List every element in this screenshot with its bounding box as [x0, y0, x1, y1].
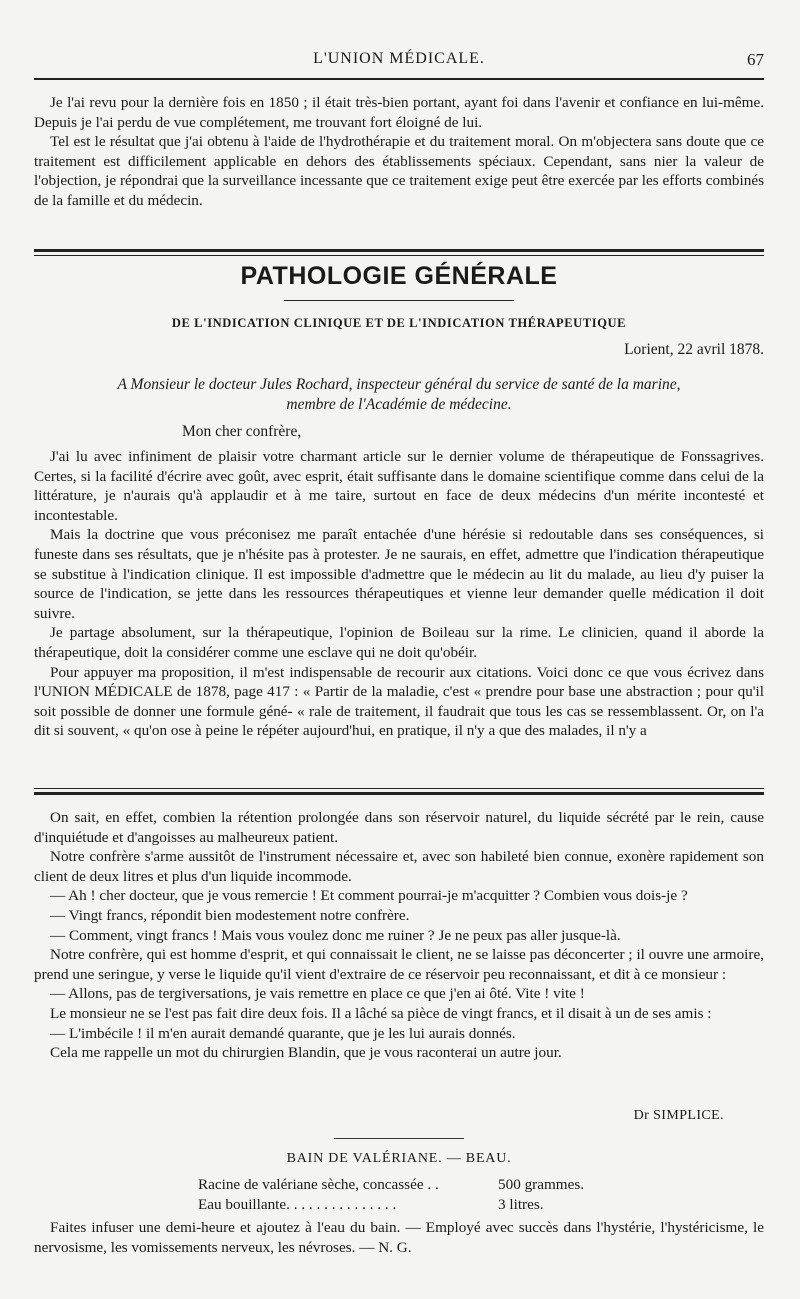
- section-title: PATHOLOGIE GÉNÉRALE: [240, 262, 558, 290]
- separator: [334, 1138, 464, 1139]
- paragraph: Cela me rappelle un mot du chirurgien Blandin, que je vous raconterai un autre jour.: [50, 1044, 562, 1062]
- article-body: [34, 447, 764, 741]
- paragraph: J'ai lu avec infiniment de plaisir votre charmant article sur le dernier volume de thérapeutique de Fonssagrives. Certes, si la facilité d'écrire avec goût, avec esprit, était suffisante dans le domaine scientifique comme dans celui de la littérature, je n'aurais qu'à applaudir et à me taire, surtout en face de deux médecins d'un mérite incontesté et incontestable.: [34, 448, 764, 524]
- paragraph: Pour appuyer ma proposition, il m'est indispensable de recourir aux citations. Voici donc ce que vous écrivez dans l'UNION MÉDICALE de 1878, page 417 : « Partir de la maladie, c'est « prendre pour base une abstraction ; pour qu'il soit possible de donner une formule géné- « rale de traitement, il faudrait que tous les cas se ressemblassent. Or, on l'a dit si souvent, « qu'on ose à peine le répéter aujourd'hui, en pratique, il n'y a que des malades, il n'y a: [34, 663, 764, 740]
- feuilleton-rule-thick: [34, 792, 764, 795]
- signature: Dr SIMPLICE.: [633, 1108, 724, 1123]
- feuilleton-text: [34, 808, 764, 1063]
- recipe-title: BAIN DE VALÉRIANE. — BEAU.: [286, 1151, 512, 1166]
- feuilleton-rule: [34, 788, 764, 789]
- salutation: Mon cher confrère,: [182, 423, 302, 440]
- recipe-ingredient: Eau bouillante. . . . . . . . . . . . . . .: [198, 1196, 397, 1213]
- paragraph: — Comment, vingt francs ! Mais vous voulez donc me ruiner ? Je ne peux pas aller jusque-là.: [50, 926, 621, 944]
- journal-title: L'UNION MÉDICALE.: [313, 50, 485, 67]
- paragraph: Le monsieur ne se l'est pas fait dire deux fois. Il a lâché sa pièce de vingt francs, et il disait à un de ses amis :: [50, 1004, 712, 1022]
- section-rule: [34, 249, 764, 252]
- recipe-ingredient: Racine de valériane sèche, concassée . .: [198, 1176, 439, 1193]
- paragraph: — Ah ! cher docteur, que je vous remercie ! Et comment pourrai-je m'acquitter ? Combien vous dois-je ?: [50, 887, 688, 905]
- recipe-quantity: 500 grammes.: [498, 1176, 585, 1193]
- title-underline: [284, 300, 514, 301]
- page-number: 67: [747, 50, 764, 69]
- address-line: membre de l'Académie de médecine.: [286, 396, 512, 413]
- recipe-line: [198, 1176, 585, 1194]
- intro-text: [34, 93, 764, 211]
- paragraph: Notre confrère s'arme aussitôt de l'instrument nécessaire et, avec son habileté bien connue, exonère rapidement son client de deux litres et plus d'un liquide incommode.: [34, 848, 764, 885]
- dateline: Lorient, 22 avril 1878.: [624, 341, 764, 358]
- header-rule: [34, 78, 764, 80]
- address-line: A Monsieur le docteur Jules Rochard, inspecteur général du service de santé de la marine,: [117, 376, 681, 393]
- recipe-line: [198, 1196, 544, 1214]
- paragraph: Je l'ai revu pour la dernière fois en 1850 ; il était très-bien portant, ayant foi dans l'avenir et confiance en lui-même. Depuis je l'ai perdu de vue complétement, me trouvant fort éloigné de lui.: [34, 94, 764, 131]
- paragraph: — Allons, pas de tergiversations, je vais remettre en place ce que j'en ai ôté. Vite ! vite !: [50, 985, 585, 1003]
- paragraph: Tel est le résultat que j'ai obtenu à l'aide de l'hydrothérapie et du traitement moral. On m'objectera sans doute que ce traitement est difficilement applicable en dehors des établissements spéciaux. Cependant, sans nier la valeur de l'objection, je répondrai que la surveillance incessante que ce traitement exige peut être exercée par les efforts combinés de la famille et du médecin.: [34, 133, 764, 209]
- paragraph: Je partage absolument, sur la thérapeutique, l'opinion de Boileau sur la rime. Le clinicien, quand il aborde la thérapeutique, doit la considérer comme une esclave qui ne doit qu'obéir.: [34, 624, 764, 661]
- recipe-quantity: 3 litres.: [498, 1196, 544, 1213]
- running-header: [34, 50, 764, 72]
- recipe-instructions: Faites infuser une demi-heure et ajoutez à l'eau du bain. — Employé avec succès dans l'hystérie, l'hystéricisme, le nervosisme, les vomissements nerveux, les névroses. — N. G.: [34, 1219, 764, 1256]
- address: [34, 375, 764, 415]
- section-rule-thin: [34, 255, 764, 256]
- article-subtitle: DE L'INDICATION CLINIQUE ET DE L'INDICATION THÉRAPEUTIQUE: [171, 316, 627, 330]
- paragraph: On sait, en effet, combien la rétention prolongée dans son réservoir naturel, du liquide sécrété par le rein, cause d'inquiétude et d'angoisses au malheureux patient.: [34, 809, 764, 846]
- paragraph: — Vingt francs, répondit bien modestement notre confrère.: [50, 906, 410, 924]
- paragraph: Mais la doctrine que vous préconisez me paraît entachée d'une hérésie si redoutable dans ses conséquences, si funeste dans ses résultats, que je n'hésite pas à protester. Je ne saurais, en effet, admettre que l'indication thérapeutique se substitue à l'indication clinique. Il est impossible d'admettre que le médecin au lit du malade, au lieu d'y puiser la source de l'indication, se jette dans les ressources thérapeutiques et vienne leur demander quelle médication il doit suivre.: [34, 526, 764, 622]
- paragraph: Notre confrère, qui est homme d'esprit, et qui connaissait le client, ne se laisse pas déconcerter ; il ouvre une armoire, prend une seringue, y verse le liquide qu'il vient d'extraire de ce réservoir peu reconnaissant, et dit à ce monsieur :: [34, 946, 764, 983]
- paragraph: — L'imbécile ! il m'en aurait demandé quarante, que je les lui aurais donnés.: [50, 1024, 516, 1042]
- recipe-instructions-block: [34, 1218, 764, 1257]
